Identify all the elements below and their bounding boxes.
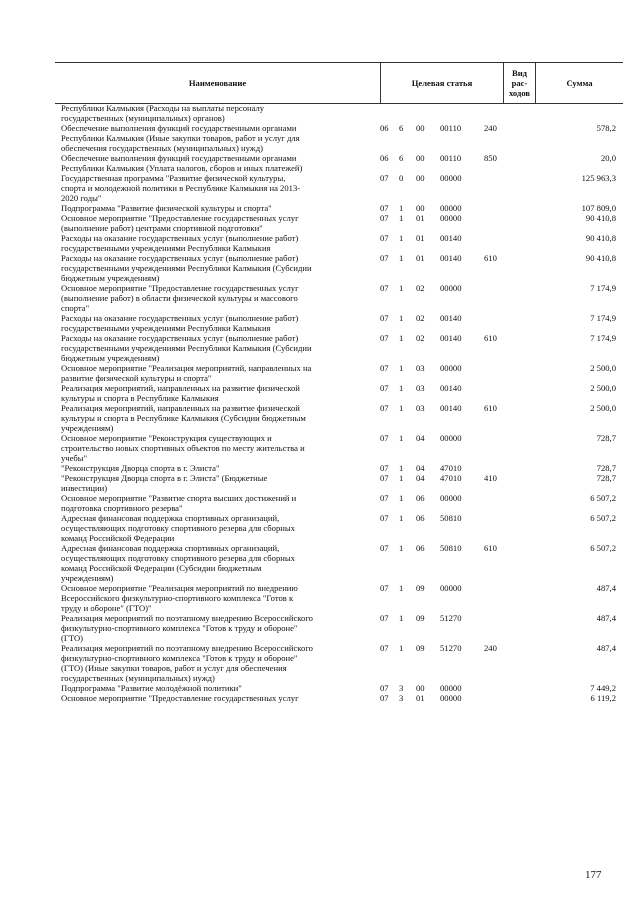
row-sum: 90 410,8 — [585, 213, 616, 223]
row-code-subprogram: 1 — [399, 543, 404, 553]
row-code-program: 07 — [380, 613, 389, 623]
row-code-subprogram: 1 — [399, 283, 404, 293]
row-code-activity: 01 — [416, 233, 425, 243]
row-code-subprogram: 1 — [399, 403, 404, 413]
row-code-subprogram: 1 — [399, 643, 404, 653]
row-expense-type — [484, 493, 522, 513]
table-row — [55, 513, 623, 543]
row-sum — [522, 103, 622, 123]
row-expense-type — [484, 433, 522, 463]
row-code-activity: 00 — [416, 123, 425, 133]
row-sum: 487,4 — [596, 583, 616, 593]
row-code-activity: 00 — [416, 683, 425, 693]
row-name: Расходы на оказание государственных услуг (выполнение работ) государственными учреждениями Республики Калмыкия — [61, 313, 299, 333]
row-sum: 7 174,9 — [590, 283, 616, 293]
row-expense-type — [484, 363, 522, 383]
row-name: "Реконструкция Дворца спорта в г. Элиста" (Бюджетные инвестиции) — [61, 473, 268, 493]
row-code-subprogram: 1 — [399, 213, 404, 223]
row-code-program: 07 — [380, 583, 389, 593]
row-code-activity: 04 — [416, 463, 425, 473]
row-code-program: 07 — [380, 463, 389, 473]
row-sum: 7 174,9 — [590, 333, 616, 343]
row-code-program: 07 — [380, 543, 389, 553]
row-expense-type — [484, 463, 522, 473]
table-row — [55, 313, 623, 333]
row-name: "Реконструкция Дворца спорта в г. Элиста" — [61, 463, 220, 473]
row-code-subprogram — [399, 103, 416, 123]
row-name: Адресная финансовая поддержка спортивных организаций, осуществляющих подготовку спортивного резерва для сборных команд Российской Федерации — [61, 513, 295, 543]
row-code-program: 07 — [380, 253, 389, 263]
row-code-direction: 00140 — [440, 313, 462, 323]
row-expense-type: 240 — [484, 123, 497, 133]
row-name: Реализация мероприятий по поэтапному внедрению Всероссийского физкультурно-спортивного комплекса "Готов к труду и обороне" (ГТО) — [61, 613, 313, 643]
table-row — [55, 233, 623, 253]
row-code-direction: 47010 — [440, 463, 462, 473]
row-name: Подпрограмма "Развитие физической культуры и спорта" — [61, 203, 272, 213]
row-code-subprogram: 1 — [399, 433, 404, 443]
row-name: Государственная программа "Развитие физической культуры, спорта и молодежной политики в Республике Калмыкия на 2013- 2020 годы" — [61, 173, 301, 203]
row-code-subprogram: 1 — [399, 473, 404, 483]
header-sum: Сумма — [535, 63, 623, 103]
row-name: Основное мероприятие "Развитие спорта высших достижений и подготовка спортивного резерва" — [61, 493, 297, 513]
table-row — [55, 463, 623, 473]
row-code-program: 07 — [380, 203, 389, 213]
row-expense-type — [484, 233, 522, 253]
row-code-direction: 51270 — [440, 613, 462, 623]
row-expense-type: 610 — [484, 543, 497, 553]
row-code-program: 07 — [380, 513, 389, 523]
row-sum: 6 507,2 — [590, 513, 616, 523]
table-row — [55, 493, 623, 513]
row-sum: 7 449,2 — [590, 683, 616, 693]
row-code-subprogram: 1 — [399, 233, 404, 243]
row-code-activity: 06 — [416, 513, 425, 523]
row-code-subprogram: 6 — [399, 123, 404, 133]
row-code-activity: 03 — [416, 383, 425, 393]
row-code-activity: 04 — [416, 433, 425, 443]
table-row — [55, 643, 623, 683]
table-row — [55, 253, 623, 283]
row-name: Расходы на оказание государственных услуг (выполнение работ) государственными учреждениями Республики Калмыкия — [61, 233, 299, 253]
table-row — [55, 123, 623, 153]
table-row — [55, 433, 623, 463]
row-code-direction: 00000 — [440, 433, 462, 443]
row-expense-type — [484, 203, 522, 213]
row-sum: 2 500,0 — [590, 383, 616, 393]
row-code-subprogram: 1 — [399, 463, 404, 473]
table-row — [55, 173, 623, 203]
row-code-program: 07 — [380, 643, 389, 653]
row-expense-type — [484, 613, 522, 643]
row-code-subprogram: 1 — [399, 203, 404, 213]
row-expense-type: 410 — [484, 473, 497, 483]
row-code-activity: 02 — [416, 333, 425, 343]
page-number: 177 — [585, 869, 602, 881]
row-code-activity: 06 — [416, 543, 425, 553]
row-sum: 728,7 — [596, 433, 616, 443]
row-name: Адресная финансовая поддержка спортивных организаций, осуществляющих подготовку спортивного резерва для сборных команд Российской Федерации (Субсидии бюджетным учреждениям) — [61, 543, 295, 583]
row-name: Расходы на оказание государственных услуг (выполнение работ) государственными учреждениями Республики Калмыкия (Субсидии бюджетным учреждениям) — [61, 253, 312, 283]
row-name: Основное мероприятие "Реализация мероприятий, направленных на развитие физической культуры и спорта" — [61, 363, 312, 383]
row-code-direction: 00000 — [440, 493, 462, 503]
row-expense-type — [484, 383, 522, 403]
row-code-subprogram: 0 — [399, 173, 404, 183]
row-code-activity: 04 — [416, 473, 425, 483]
table-row — [55, 103, 623, 123]
row-code-program: 07 — [380, 683, 389, 693]
row-code-subprogram: 3 — [399, 693, 404, 703]
row-code-activity: 09 — [416, 613, 425, 623]
row-sum: 487,4 — [596, 643, 616, 653]
row-code-activity: 00 — [416, 203, 425, 213]
row-expense-type — [484, 313, 522, 333]
row-sum: 107 809,0 — [581, 203, 616, 213]
row-sum: 487,4 — [596, 613, 616, 623]
row-code-subprogram: 1 — [399, 493, 404, 503]
row-code-activity: 01 — [416, 693, 425, 703]
table-row — [55, 613, 623, 643]
row-code-direction — [440, 103, 484, 123]
row-name: Основное мероприятие "Предоставление государственных услуг — [61, 693, 299, 703]
table-row — [55, 203, 623, 213]
row-code-activity: 02 — [416, 313, 425, 323]
row-code-subprogram: 1 — [399, 383, 404, 393]
row-code-activity: 02 — [416, 283, 425, 293]
row-name: Обеспечение выполнения функций государственными органами Республики Калмыкия (Иные закупки товаров, работ и услуг для обеспечения государственных (муниципальных) нужд) — [61, 123, 300, 153]
table-row — [55, 473, 623, 493]
row-code-direction: 00140 — [440, 253, 462, 263]
row-code-direction: 00000 — [440, 683, 462, 693]
row-code-direction: 00000 — [440, 583, 462, 593]
row-name: Основное мероприятие "Предоставление государственных услуг (выполнение работ) центрами спортивной подготовки" — [61, 213, 299, 233]
row-sum: 125 963,3 — [581, 173, 616, 183]
row-name: Республики Калмыкия (Расходы на выплаты персоналу государственных (муниципальных) органов) — [61, 103, 265, 123]
table-row — [55, 403, 623, 433]
row-code-subprogram: 1 — [399, 583, 404, 593]
row-code-direction: 00140 — [440, 383, 462, 393]
row-code-program: 07 — [380, 233, 389, 243]
row-name: Реализация мероприятий по поэтапному внедрению Всероссийского физкультурно-спортивного комплекса "Готов к труду и обороне" (ГТО) (Иные закупки товаров, работ и услуг для обеспечения государственных (муниципальных) нужд) — [61, 643, 313, 683]
row-sum: 6 507,2 — [590, 543, 616, 553]
row-name: Основное мероприятие "Предоставление государственных услуг (выполнение работ) в области физической культуры и массового спорта" — [61, 283, 299, 313]
row-name: Основное мероприятие "Реконструкция существующих и строительство новых спортивных объектов по месту жительства и учебы" — [61, 433, 305, 463]
row-code-direction: 51270 — [440, 643, 462, 653]
row-expense-type: 610 — [484, 403, 497, 413]
row-sum: 6 119,2 — [590, 693, 616, 703]
row-expense-type: 610 — [484, 333, 497, 343]
row-name: Основное мероприятие "Реализация мероприятий по внедрению Всероссийского физкультурно-спортивного комплекса "Готов к труду и обороне" (ГТО)" — [61, 583, 298, 613]
table-row — [55, 683, 623, 693]
table-row — [55, 153, 623, 173]
row-sum: 578,2 — [596, 123, 616, 133]
row-sum: 6 507,2 — [590, 493, 616, 503]
row-code-activity: 06 — [416, 493, 425, 503]
row-code-program: 07 — [380, 433, 389, 443]
table-row — [55, 543, 623, 583]
header-name: Наименование — [188, 78, 247, 88]
row-expense-type — [484, 103, 522, 123]
row-code-program: 07 — [380, 403, 389, 413]
row-expense-type: 850 — [484, 153, 497, 163]
row-code-activity: 01 — [416, 253, 425, 263]
row-code-program: 07 — [380, 473, 389, 483]
table-header — [55, 62, 623, 104]
row-name: Реализация мероприятий, направленных на развитие физической культуры и спорта в Республике Калмыкия — [61, 383, 300, 403]
row-code-direction: 50810 — [440, 543, 462, 553]
row-code-direction: 00110 — [440, 123, 462, 133]
row-expense-type — [484, 693, 522, 703]
row-code-subprogram: 1 — [399, 313, 404, 323]
table-row — [55, 363, 623, 383]
row-name: Реализация мероприятий, направленных на развитие физической культуры и спорта в Республике Калмыкия (Субсидии бюджетным учреждениям) — [61, 403, 306, 433]
row-sum: 728,7 — [596, 463, 616, 473]
row-code-program: 07 — [380, 173, 389, 183]
header-target: Целевая статья — [380, 63, 503, 103]
row-code-direction: 50810 — [440, 513, 462, 523]
row-code-activity: 09 — [416, 583, 425, 593]
row-code-subprogram: 1 — [399, 613, 404, 623]
row-expense-type — [484, 683, 522, 693]
row-code-program: 07 — [380, 333, 389, 343]
row-code-activity: 03 — [416, 403, 425, 413]
row-code-program: 07 — [380, 363, 389, 373]
table-row — [55, 213, 623, 233]
row-code-program: 07 — [380, 283, 389, 293]
row-code-activity: 09 — [416, 643, 425, 653]
table-row — [55, 383, 623, 403]
row-code-activity: 00 — [416, 153, 425, 163]
table-row — [55, 583, 623, 613]
row-sum: 90 410,8 — [585, 253, 616, 263]
row-code-direction: 00000 — [440, 693, 462, 703]
row-sum: 90 410,8 — [585, 233, 616, 243]
table-row — [55, 283, 623, 313]
row-name: Обеспечение выполнения функций государственными органами Республики Калмыкия (Уплата налогов, сборов и иных платежей) — [61, 153, 303, 173]
row-sum: 20,0 — [600, 153, 616, 163]
row-code-direction: 00110 — [440, 153, 462, 163]
row-name: Расходы на оказание государственных услуг (выполнение работ) государственными учреждениями Республики Калмыкия (Субсидии бюджетным учреждениям) — [61, 333, 312, 363]
row-expense-type — [484, 283, 522, 313]
row-code-program: 06 — [380, 153, 389, 163]
row-code-direction: 00140 — [440, 233, 462, 243]
row-code-activity: 00 — [416, 173, 425, 183]
row-code-program: 07 — [380, 313, 389, 323]
row-code-direction: 00140 — [440, 403, 462, 413]
row-sum: 2 500,0 — [590, 403, 616, 413]
row-code-subprogram: 1 — [399, 513, 404, 523]
row-expense-type — [484, 213, 522, 233]
row-name: Подпрограмма "Развитие молодёжной политики" — [61, 683, 242, 693]
row-code-program: 06 — [380, 123, 389, 133]
row-code-activity: 03 — [416, 363, 425, 373]
row-code-subprogram: 6 — [399, 153, 404, 163]
row-sum: 2 500,0 — [590, 363, 616, 373]
row-code-direction: 00000 — [440, 213, 462, 223]
row-code-direction: 00000 — [440, 283, 462, 293]
row-expense-type — [484, 173, 522, 203]
row-code-program: 07 — [380, 383, 389, 393]
row-sum: 728,7 — [596, 473, 616, 483]
table-row — [55, 333, 623, 363]
row-expense-type — [484, 513, 522, 543]
row-expense-type: 240 — [484, 643, 497, 653]
table-row — [55, 693, 623, 703]
row-code-direction: 00140 — [440, 333, 462, 343]
row-code-direction: 00000 — [440, 173, 462, 183]
row-code-activity — [416, 103, 440, 123]
row-expense-type: 610 — [484, 253, 497, 263]
row-code-direction: 47010 — [440, 473, 462, 483]
row-code-program: 07 — [380, 693, 389, 703]
row-code-program: 07 — [380, 493, 389, 503]
row-code-program — [380, 103, 399, 123]
row-sum: 7 174,9 — [590, 313, 616, 323]
header-expense-type: Вид рас- ходов — [503, 63, 535, 103]
row-code-subprogram: 1 — [399, 333, 404, 343]
row-code-direction: 00000 — [440, 363, 462, 373]
row-code-direction: 00000 — [440, 203, 462, 213]
row-code-subprogram: 1 — [399, 363, 404, 373]
row-code-subprogram: 1 — [399, 253, 404, 263]
table-body — [55, 103, 623, 703]
row-expense-type — [484, 583, 522, 613]
row-code-activity: 01 — [416, 213, 425, 223]
row-code-program: 07 — [380, 213, 389, 223]
row-code-subprogram: 3 — [399, 683, 404, 693]
